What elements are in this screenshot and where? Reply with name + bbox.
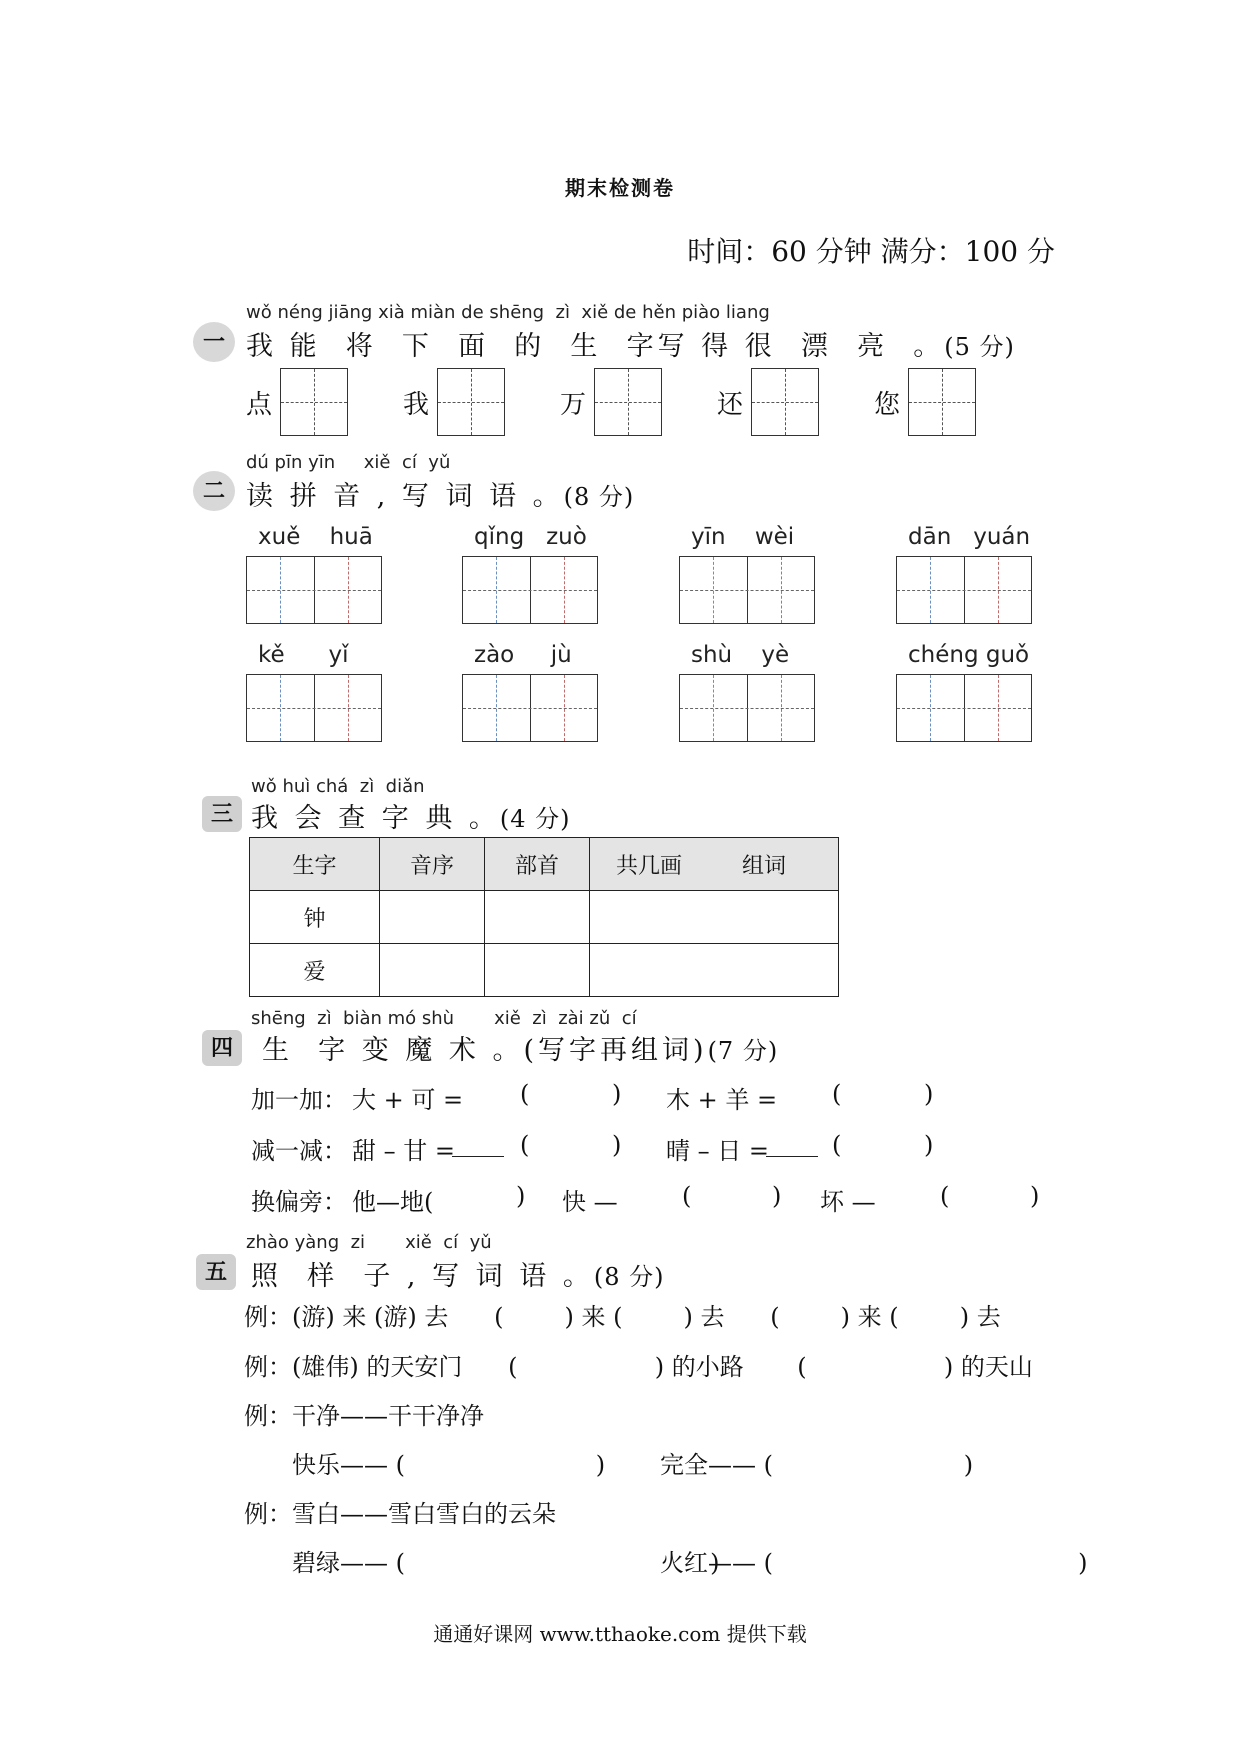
- table-row-char: 钟: [250, 891, 380, 944]
- q5-pinyin: zhào yàng zi xiě cí yǔ: [246, 1232, 492, 1253]
- q2-number-badge: 二: [193, 471, 235, 511]
- paren-open: (: [520, 1080, 530, 1108]
- q4-swap-1: 他—地(: [352, 1188, 434, 1216]
- q3-pinyin: wǒ huì chá zì diǎn: [251, 776, 425, 797]
- writing-grid-box[interactable]: [280, 368, 348, 436]
- q5-heading: 照 样 子 , 写 词 语 。(8 分): [251, 1261, 665, 1292]
- q2-pinyin-label: yīn wèi: [691, 524, 795, 550]
- q1-char-label: 您: [874, 390, 901, 420]
- q1-char-label: 万: [560, 390, 587, 420]
- q5-example-3: 例：干净——干干净净: [244, 1402, 484, 1430]
- q5-example-4a: 碧绿—— ( ): [292, 1549, 720, 1577]
- q5-number-badge: 五: [196, 1254, 236, 1290]
- answer-cell[interactable]: [590, 944, 839, 997]
- q2-heading: 读 拼 音 , 写 词 语 。(8 分): [246, 481, 635, 512]
- q5-example-1: 例：(游) 来 (游) 去 ( ) 来 ( ) 去 ( ) 来 ( ) 去: [244, 1303, 1001, 1331]
- writing-grid-pair[interactable]: [896, 674, 1032, 742]
- q4-add-label: 加一加：: [251, 1086, 347, 1114]
- q4-sub-1: 甜 – 甘 =: [352, 1137, 455, 1165]
- answer-blank[interactable]: [452, 1156, 504, 1157]
- q4-swap-3: 坏 —: [820, 1188, 876, 1216]
- q1-char-label: 还: [717, 390, 744, 420]
- writing-grid-pair[interactable]: [246, 556, 382, 624]
- q4-heading: 生 字 变 魔 术 。(写字再组词)(7 分): [262, 1035, 779, 1066]
- paren-close: ): [772, 1182, 782, 1210]
- q2-pinyin-label: kě yǐ: [258, 642, 349, 668]
- paren-close: ): [924, 1080, 934, 1108]
- dictionary-table: [249, 837, 839, 997]
- q4-sub-label: 减一减：: [251, 1137, 347, 1165]
- q2-pinyin: dú pīn yīn xiě cí yǔ: [246, 452, 451, 473]
- footer-source: 通通好课网 www.tthaoke.com 提供下载: [433, 1622, 807, 1646]
- paren-close: ): [516, 1182, 526, 1210]
- q5-example-3b: 完全—— ( ): [660, 1451, 974, 1479]
- q4-swap-label: 换偏旁：: [251, 1188, 347, 1216]
- paren-open: (: [520, 1131, 530, 1159]
- q3-heading: 我 会 查 字 典 。(4 分): [251, 803, 571, 834]
- writing-grid-pair[interactable]: [246, 674, 382, 742]
- q5-example-4b: 火红—— ( ): [660, 1549, 1088, 1577]
- q3-number-badge: 三: [202, 796, 242, 832]
- q4-swap-2: 快 —: [562, 1188, 618, 1216]
- q5-example-2: 例：(雄伟) 的天安门 ( ) 的小路 ( ) 的天山: [244, 1353, 1033, 1381]
- q4-sub-2: 晴 – 日 =: [666, 1137, 769, 1165]
- th-strokes-words: 共几画 组词: [590, 838, 839, 891]
- q4-add-1: 大 + 可 =: [352, 1086, 464, 1114]
- q2-pinyin-label: zào jù: [474, 642, 572, 668]
- paren-open: (: [940, 1182, 950, 1210]
- answer-cell[interactable]: [380, 891, 485, 944]
- q4-add-2: 木 + 羊 =: [666, 1086, 778, 1114]
- q4-pinyin: shēng zì biàn mó shù xiě zì zài zǔ cí: [251, 1008, 637, 1029]
- q2-pinyin-label: dān yuán: [908, 524, 1031, 550]
- q2-pinyin-label: xuě huā: [258, 524, 373, 550]
- answer-cell[interactable]: [485, 891, 590, 944]
- time-and-score-info: 时间：60 分钟 满分：100 分: [687, 235, 1055, 268]
- writing-grid-box[interactable]: [908, 368, 976, 436]
- writing-grid-pair[interactable]: [679, 674, 815, 742]
- writing-grid-pair[interactable]: [679, 556, 815, 624]
- answer-cell[interactable]: [590, 891, 839, 944]
- paren-close: ): [1030, 1182, 1040, 1210]
- q5-example-4: 例：雪白——雪白雪白的云朵: [244, 1500, 556, 1528]
- answer-blank[interactable]: [766, 1156, 818, 1157]
- answer-cell[interactable]: [380, 944, 485, 997]
- q2-pinyin-label: qǐng zuò: [474, 524, 587, 550]
- paren-open: (: [682, 1182, 692, 1210]
- th-character: 生字: [250, 838, 380, 891]
- paren-close: ): [612, 1131, 622, 1159]
- table-row-char: 爱: [250, 944, 380, 997]
- q2-pinyin-label: shù yè: [691, 642, 790, 668]
- page-title: 期末检测卷: [565, 176, 675, 200]
- paren-open: (: [832, 1080, 842, 1108]
- q4-number-badge: 四: [202, 1030, 242, 1066]
- writing-grid-pair[interactable]: [462, 674, 598, 742]
- answer-cell[interactable]: [485, 944, 590, 997]
- writing-grid-pair[interactable]: [462, 556, 598, 624]
- q1-heading: 我 能 将 下 面 的 生 字写 得 很 漂 亮 。(5 分): [246, 331, 1015, 362]
- q1-char-label: 我: [403, 390, 430, 420]
- th-order: 音序: [380, 838, 485, 891]
- q1-number-badge: 一: [193, 322, 235, 362]
- paren-close: ): [924, 1131, 934, 1159]
- paren-open: (: [832, 1131, 842, 1159]
- writing-grid-box[interactable]: [751, 368, 819, 436]
- writing-grid-box[interactable]: [594, 368, 662, 436]
- q1-char-label: 点: [246, 390, 273, 420]
- writing-grid-pair[interactable]: [896, 556, 1032, 624]
- paren-close: ): [612, 1080, 622, 1108]
- q1-pinyin: wǒ néng jiāng xià miàn de shēng zì xiě de hěn piào liang: [246, 302, 770, 323]
- th-radical: 部首: [485, 838, 590, 891]
- q5-example-3a: 快乐—— ( ): [292, 1451, 606, 1479]
- q2-pinyin-label: chéng guǒ: [908, 642, 1030, 668]
- writing-grid-box[interactable]: [437, 368, 505, 436]
